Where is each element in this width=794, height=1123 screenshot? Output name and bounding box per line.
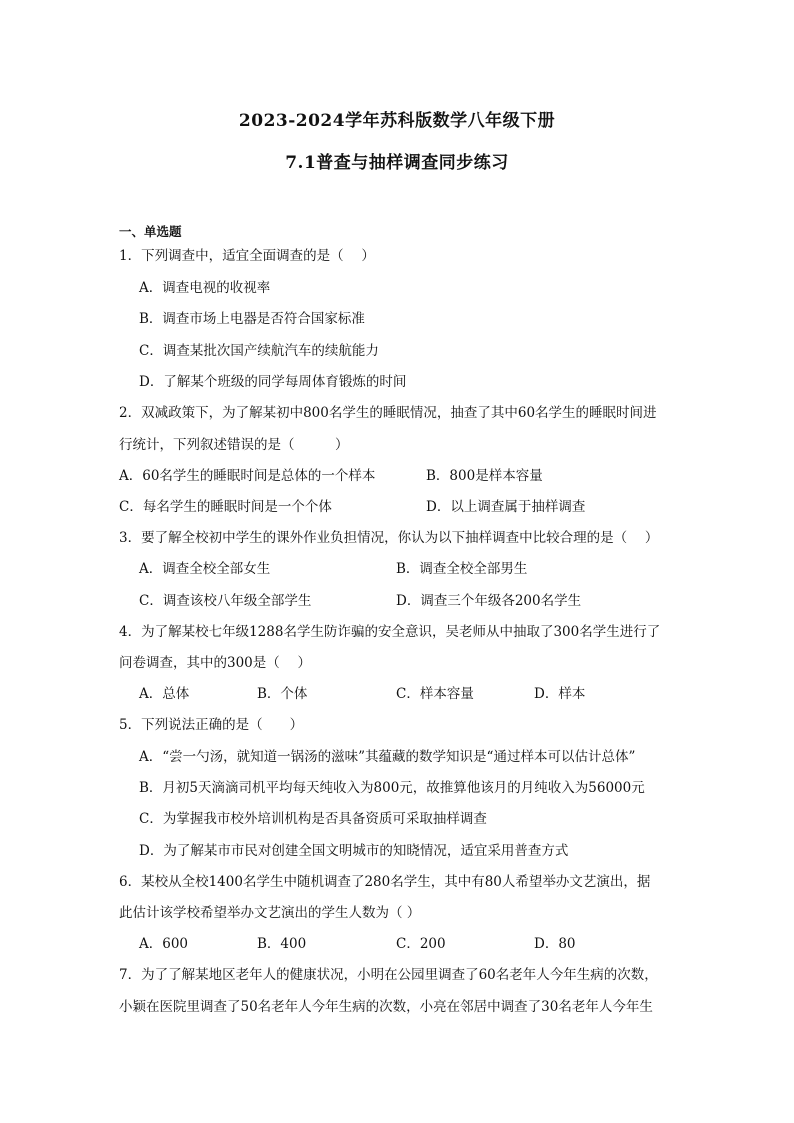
question-3-option-c: C．调查该校八年级全部学生 (139, 593, 312, 609)
question-4-stem-line-1: 4．为了解某校七年级1288名学生防诈骗的安全意识，吴老师从中抽取了300名学生进行了 (119, 624, 661, 640)
question-5-option-b: B．月初5天滴滴司机平均每天纯收入为800元，故推算他该月的月纯收入为56000元 (139, 780, 645, 796)
document-title: 2023-2024学年苏科版数学八年级下册 (238, 111, 556, 131)
question-4-stem-line-2: 问卷调查，其中的300是（ ） (119, 655, 312, 671)
question-2-option-c: C．每名学生的睡眠时间是一个个体 (119, 499, 332, 515)
document-subtitle: 7.1普查与抽样调查同步练习 (285, 153, 509, 173)
question-6-option-d: D．80 (534, 936, 576, 952)
section-heading: 一、单选题 (119, 224, 182, 239)
question-4-option-b: B．个体 (257, 686, 308, 702)
question-1-stem: 1．下列调查中，适宜全面调查的是（ ） (119, 248, 375, 264)
question-1-option-a: A．调查电视的收视率 (139, 280, 271, 296)
question-3-option-b: B．调查全校全部男生 (396, 561, 528, 577)
question-5-stem: 5．下列说法正确的是（ ） (119, 717, 304, 733)
question-1-option-c: C．调查某批次国产续航汽车的续航能力 (139, 343, 379, 359)
question-2-option-b: B．800是样本容量 (426, 468, 543, 484)
question-3-stem: 3．要了解全校初中学生的课外作业负担情况，你认为以下抽样调查中比较合理的是（ ） (119, 530, 659, 546)
question-6-option-b: B．400 (257, 936, 307, 952)
question-5-option-d: D．为了解某市市民对创建全国文明城市的知晓情况，适宜采用普查方式 (139, 843, 569, 859)
question-6-stem-line-2: 此估计该学校希望举办文艺演出的学生人数为（ ） (119, 905, 421, 921)
question-1-option-b: B．调查市场上电器是否符合国家标准 (139, 311, 365, 327)
question-6-option-c: C．200 (396, 936, 446, 952)
question-6-stem-line-1: 6．某校从全校1400名学生中随机调查了280名学生，其中有80人希望举办文艺演出，据 (119, 874, 651, 890)
question-2-option-d: D．以上调查属于抽样调查 (426, 499, 586, 515)
question-4-option-a: A．总体 (139, 686, 190, 702)
question-3-option-a: A．调查全校全部女生 (139, 561, 271, 577)
question-7-stem-line-2: 小颖在医院里调查了50名老年人今年生病的次数，小亮在邻居中调查了30名老年人今年生 (119, 999, 653, 1015)
question-1-option-d: D．了解某个班级的同学每周体育锻炼的时间 (139, 374, 407, 390)
question-2-option-a: A．60名学生的睡眠时间是总体的一个样本 (119, 468, 376, 484)
question-7-stem-line-1: 7．为了了解某地区老年人的健康状况，小明在公园里调查了60名老年人今年生病的次数， (119, 967, 658, 983)
question-5-option-a: A．“尝一勺汤，就知道一锅汤的滋味”其蕴藏的数学知识是“通过样本可以估计总体” (139, 749, 636, 765)
question-2-stem-line-1: 2．双减政策下，为了解某初中800名学生的睡眠情况，抽查了其中60名学生的睡眠时间进 (119, 405, 657, 421)
question-3-option-d: D．调查三个年级各200名学生 (396, 593, 582, 609)
question-5-option-c: C．为掌握我市校外培训机构是否具备资质可采取抽样调查 (139, 811, 487, 827)
question-2-stem-line-2: 行统计，下列叙述错误的是（ ） (119, 437, 349, 453)
question-4-option-c: C．样本容量 (396, 686, 474, 702)
question-4-option-d: D．样本 (534, 686, 586, 702)
question-6-option-a: A．600 (139, 936, 189, 952)
